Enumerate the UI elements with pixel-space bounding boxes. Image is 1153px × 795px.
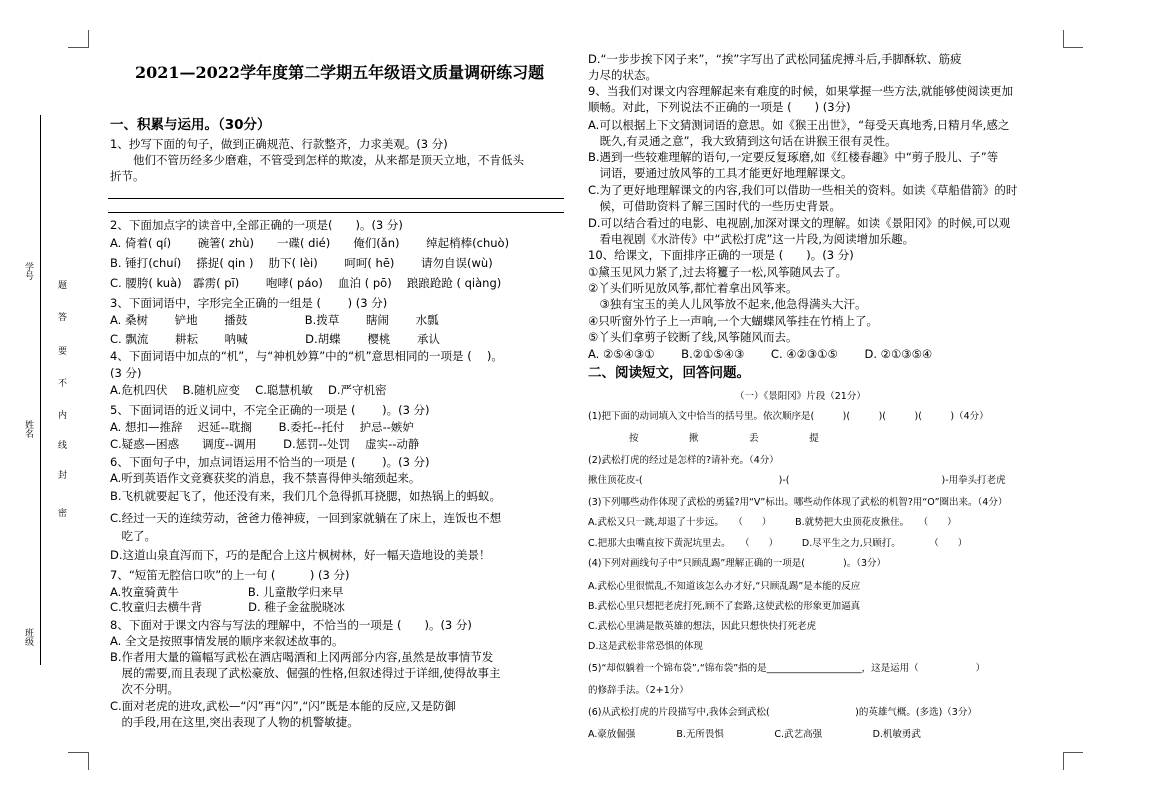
question-line: 9、当我们对课文内容理解起来有难度的时候，如果掌握一些方法,就能够使阅读更加 [588, 84, 1013, 98]
question-line: B.武松心里只想把老虎打死,顾不了套路,这使武松的形象更加逼真 [588, 601, 861, 612]
seal-notice-7: 答 [56, 312, 66, 321]
page-title: 2021—2022学年度第二学期五年级语文质量调研练习题 [135, 63, 545, 82]
question-line: 既久,有灵通之意”，我大致猜到这句话在讲猴王很有灵性。 [588, 134, 897, 148]
question-line: (6)从武松打虎的片段描写中,我体会到武松( )的英雄气概。(多选)（3分） [588, 707, 977, 718]
question-line: A. ②⑤④③① B.②①⑤④③ C. ④②③①⑤ D. ②①③⑤④ [588, 347, 933, 361]
question-line: ④只听窗外竹子上一声响,一个大蝴蝶风筝挂在竹梢上了。 [588, 314, 878, 328]
seal-notice-8: 题 [56, 280, 66, 289]
question-line: C.经过一天的连续劳动，爸爸力倦神疲，一回到家就躺在了床上，连饭也不想 [110, 511, 502, 525]
question-line: A.豪放倔强 B.无所畏惧 C.武艺高强 D.机敏勇武 [588, 729, 921, 740]
question-line: 顺畅。对此，下列说法不正确的一项是 ( ) (3分) [588, 100, 851, 114]
question-line: 2、下面加点字的读音中,全部正确的一项是( )。(3 分) [110, 218, 403, 232]
question-line: （一）《景阳冈》片段（21分） [735, 391, 866, 402]
question-line: D.这是武松非常恐惧的体现 [588, 641, 703, 652]
question-line: 8、下面对于课文内容与写法的理解中，不恰当的一项是 ( )。(3 分) [110, 618, 472, 632]
question-line: B.遇到一些较难理解的语句,一定要反复琢磨,如《红楼春趣》中“剪子股儿、子”等 [588, 150, 999, 164]
question-line: (5)“却似躺着一个锦布袋”,“锦布袋”指的是____________________，这是运用（ ） [588, 663, 986, 674]
question-line: 揪住顶花皮-( )-( )-用拳头打老虎 [588, 475, 1006, 486]
question-line: B. 锤打(chuí) 搽捉( qin ) 肋下( lèi) 呵呵( hē) 请勿自误(wù) [110, 256, 493, 270]
question-line: 次不分明。 [110, 682, 179, 696]
question-line: (2)武松打虎的经过是怎样的?请补充。（4分） [588, 455, 779, 466]
question-line: 吃了。 [110, 529, 156, 543]
question-line: C.武松心里满是散英雄的想法，因此只想快快打死老虎 [588, 621, 817, 632]
question-line: A.可以根据上下文猜测词语的意思。如《猴王出世》，“每受天真地秀,日精月华,感之 [588, 118, 1010, 132]
question-line: C.牧童归去横牛背 D. 稚子金盆脱晓冰 [110, 600, 345, 614]
section-heading: 一、积累与运用。（30分） [110, 117, 271, 133]
seal-notice-2: 封 [56, 470, 66, 479]
seal-notice-4: 内 [56, 410, 66, 419]
question-line: 词语，要通过放风筝的工具才能更好地理解课文。 [588, 166, 853, 180]
question-line: (1)把下面的动词填入文中恰当的括号里。依次顺序是( )( )( )( )（4分） [588, 411, 989, 422]
question-line: (3 分) [110, 366, 142, 380]
question-line: A.危机四伏 B.随机应变 C.聪慧机敏 D.严守机密 [110, 383, 387, 397]
question-line: C. 飘流 耕耘 呐喊 D.胡蝶 樱桃 承认 [110, 332, 440, 346]
question-line: 7、“短笛无腔信口吹”的上一句 ( ) (3 分) [110, 568, 350, 582]
question-line: A.听到英语作文竞赛获奖的消息，我不禁喜得伸头缩颈起来。 [110, 471, 421, 485]
question-line: 他们不管历经多少磨难，不管受到怎样的欺凌，从来都是顶天立地，不肯低头 [110, 153, 524, 167]
seal-notice-5: 不 [56, 378, 66, 387]
question-line: 折节。 [110, 169, 145, 183]
question-line: B.飞机就要起飞了，他还没有来，我们几个急得抓耳挠腮，如热锅上的蚂蚁。 [110, 489, 502, 503]
question-line: 1、抄写下面的句子，做到正确规范、行款整齐，力求美观。(3 分) [110, 137, 448, 151]
question-line: 看电视剧《水浒传》中“武松打虎”这一片段,为阅读增加乐趣。 [588, 232, 915, 246]
question-line: 力尽的状态。 [588, 68, 657, 82]
writing-line [108, 212, 564, 213]
question-line: D.“一步步挨下冈子来”，“挨”字写出了武松同猛虎搏斗后,手脚酥软、筋疲 [588, 52, 962, 66]
section-heading: 二、阅读短文，回答问题。 [588, 365, 750, 381]
writing-line [108, 198, 564, 199]
question-line: A.武松心里很慌乱,不知道该怎么办才好,“只顾乱踢”是本能的反应 [588, 581, 861, 592]
question-line: C. 腰胯( kuà) 霹雳( pī) 咆哮( páo) 血泊 ( pō) 踉踉跄跄 ( qiàng) [110, 276, 502, 290]
question-line: 候，可借助资料了解三国时代的一些历史背景。 [588, 199, 841, 213]
seal-notice-6: 要 [56, 346, 66, 355]
question-line: A. 想扣—推辞 迟延--耽搁 B.委托--托付 护忌--嫉妒 [110, 420, 414, 434]
question-line: 10、给课文，下面排序正确的一项是 ( )。(3 分) [588, 248, 854, 262]
question-line: C.疑惑—困惑 调度--调用 D.惩罚--处罚 虚实--动静 [110, 437, 420, 451]
seal-notice-1: 密 [56, 508, 66, 517]
question-line: 5、下面词语的近义词中，不完全正确的一项是 ( )。(3 分) [110, 403, 430, 417]
question-line: A. 倚着( qí) 碗箸( zhù) 一碟( dié) 俺们(ǎn) 绰起梢棒(chuò) [110, 236, 510, 250]
question-line: A.牧童骑黄牛 B. 儿童散学归来早 [110, 585, 344, 599]
question-line: B.作者用大量的篇幅写武松在酒店喝酒和上冈两部分内容,虽然是故事情节发 [110, 650, 494, 664]
question-line: 3、下面词语中，字形完全正确的一组是 ( ) (3 分) [110, 296, 388, 310]
question-line: 按 揪 丢 提 [588, 433, 819, 444]
name-label: 姓名 [23, 420, 33, 438]
question-line: ③独有宝玉的美人儿风筝放不起来,他急得满头大汗。 [588, 297, 867, 311]
question-line: C.把那大虫嘴直按下黄泥坑里去。 （ ） D.尽平生之力,只顾打。 （ ） [588, 538, 968, 549]
question-line: C.面对老虎的进攻,武松—“闪”再“闪”,“闪”既是本能的反应,又是防御 [110, 699, 456, 713]
question-line: D.可以结合看过的电影、电视剧,加深对课文的理解。如读《景阳冈》的时候,可以观 [588, 216, 1011, 230]
question-line: 展的需要,而且表现了武松豪放、倔强的性格,但叙述得过于详细,使得故事主 [110, 666, 501, 680]
question-line: D.这道山泉直泻而下，巧的是配合上这片枫树林，好一幅天造地设的美景！ [110, 548, 491, 562]
question-line: ⑤丫头们拿剪子铰断了线,风筝随风而去。 [588, 330, 798, 344]
question-line: (3)下列哪些动作体现了武松的勇猛?用“V”标出。哪些动作体现了武松的机智?用“O”圈出来。（4分） [588, 497, 1008, 508]
question-line: 的修辞手法。（2+1分） [588, 685, 689, 696]
question-line: ①黛玉见风力紧了,过去将籰子一松,风筝随风去了。 [588, 265, 848, 279]
seal-notice-3: 线 [56, 440, 66, 449]
class-label: 班级 [23, 628, 33, 646]
question-line: A.武松又只一跳,却退了十步远。 （ ） B.就势把大虫顶花皮揪住。 （ ） [588, 517, 957, 528]
binding-line [40, 115, 41, 665]
question-line: C.为了更好地理解课文的内容,我们可以借助一些相关的资料。如读《草船借箭》的时 [588, 183, 1018, 197]
question-line: A. 桑树 铲地 播鼓 B.拨草 瞎闹 水瓢 [110, 313, 439, 327]
question-line: 6、下面句子中，加点词语运用不恰当的一项是 ( )。(3 分) [110, 455, 430, 469]
question-line: ②丫头们听见放风筝,都忙着拿出风筝来。 [588, 281, 798, 295]
student-id-label: 学号 [23, 262, 33, 280]
question-line: A. 全文是按照事情发展的顺序来叙述故事的。 [110, 634, 344, 648]
question-line: 的手段,用在这里,突出表现了人物的机警敏捷。 [110, 715, 359, 729]
question-line: 4、下面词语中加点的“机”，与“神机妙算”中的“机”意思相同的一项是 ( )。 [110, 349, 503, 363]
question-line: (4)下列对画线句子中“只顾乱踢”理解正确的一项是( )。（3分） [588, 558, 887, 569]
